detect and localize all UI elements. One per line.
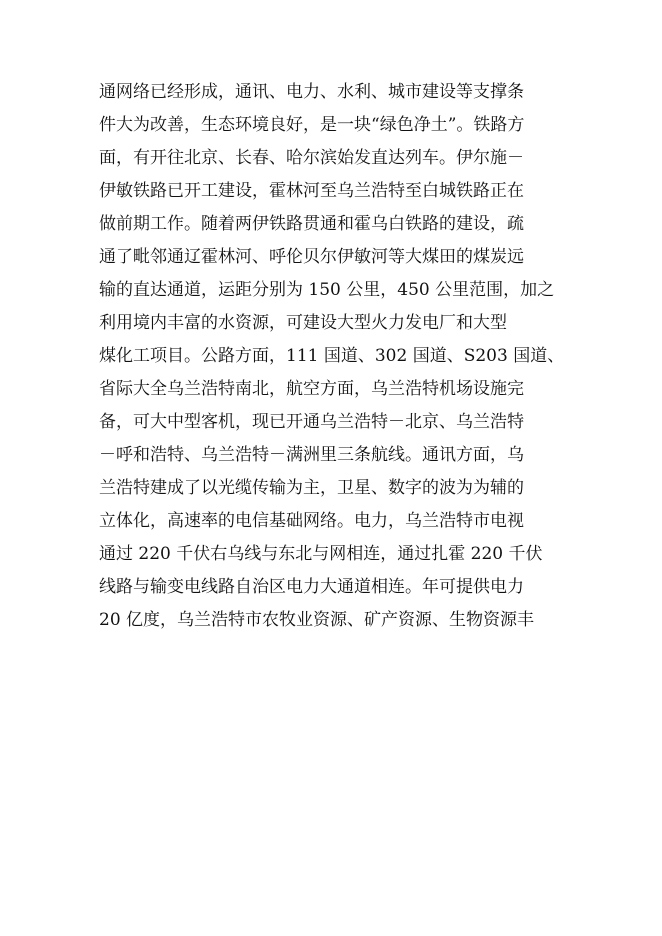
text-line: 备，可大中型客机，现已开通乌兰浩特－北京、乌兰浩特 bbox=[99, 412, 524, 432]
body-text bbox=[99, 76, 569, 637]
text-line: 件大为改善，生态环境良好，是一块“绿色净土”。铁路方 bbox=[99, 115, 525, 135]
text-line: －呼和浩特、乌兰浩特－满洲里三条航线。通讯方面，乌 bbox=[99, 445, 524, 465]
text-line: 煤化工项目。公路方面，111 国道、302 国道、S203 国道、 bbox=[99, 346, 565, 366]
text-line: 通了毗邻通辽霍林河、呼伦贝尔伊敏河等大煤田的煤炭远 bbox=[99, 247, 524, 267]
text-line: 立体化，高速率的电信基础网络。电力，乌兰浩特市电视 bbox=[99, 511, 524, 531]
text-line: 兰浩特建成了以光缆传输为主，卫星、数字的波为为辅的 bbox=[99, 478, 524, 498]
text-line: 输的直达通道，运距分别为 150 公里，450 公里范围，加之 bbox=[99, 280, 555, 300]
text-line: 伊敏铁路已开工建设，霍林河至乌兰浩特至白城铁路正在 bbox=[99, 181, 524, 201]
text-line: 省际大全乌兰浩特南北，航空方面，乌兰浩特机场设施完 bbox=[99, 379, 524, 399]
text-line: 面，有开往北京、长春、哈尔滨始发直达列车。伊尔施－ bbox=[99, 148, 524, 168]
text-line: 线路与输变电线路自治区电力大通道相连。年可提供电力 bbox=[99, 577, 524, 597]
text-line: 利用境内丰富的水资源，可建设大型火力发电厂和大型 bbox=[99, 313, 507, 333]
text-line: 20 亿度，乌兰浩特市农牧业资源、矿产资源、生物资源丰 bbox=[99, 610, 535, 630]
text-line: 做前期工作。随着两伊铁路贯通和霍乌白铁路的建设，疏 bbox=[99, 214, 524, 234]
text-line: 通过 220 千伏右乌线与东北与网相连，通过扎霍 220 千伏 bbox=[99, 544, 543, 564]
text-line: 通网络已经形成，通讯、电力、水利、城市建设等支撑条 bbox=[99, 82, 524, 102]
